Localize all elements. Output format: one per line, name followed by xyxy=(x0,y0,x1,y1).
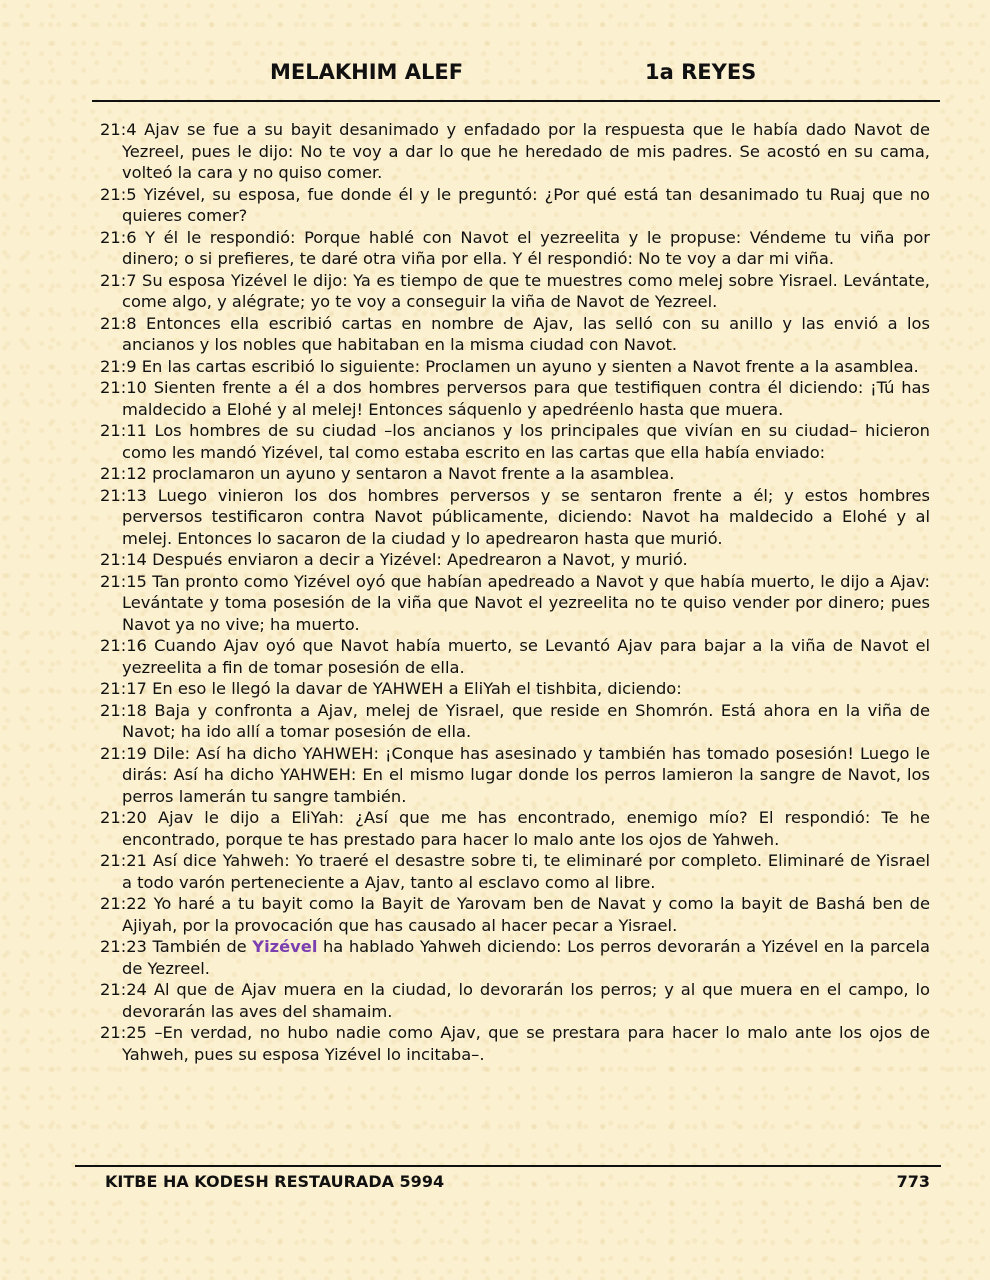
verse xyxy=(100,227,930,270)
verse xyxy=(100,807,930,850)
verse xyxy=(100,485,930,550)
verse xyxy=(100,119,930,184)
verse-text: Baja y confronta a Ajav, melej de Yisrael, que reside en Shomrón. Está ahora en la viña de Navot; ha ido allí a tomar posesión de ella. xyxy=(122,700,930,741)
verse-ref: 21:13 xyxy=(100,485,147,505)
verse-ref: 21:18 xyxy=(100,700,147,720)
verse-text: Luego vinieron los dos hombres perversos y se sentaron frente a él; y estos hombres perversos testificaron contra Navot públicamente, diciendo: Navot ha maldecido a Elohé y al melej. Entonces lo sacaron de la ciudad y lo apedrearon hasta que murió. xyxy=(122,485,930,548)
verse-text: Dile: Así ha dicho YAHWEH: ¡Conque has asesinado y también has tomado posesión! Luego le dirás: Así ha dicho YAHWEH: En el mismo lugar donde los perros lamieron la sangre de Navot, los perros lamerán tu sangre también. xyxy=(122,743,931,806)
verse xyxy=(100,850,930,893)
verse-ref: 21:4 xyxy=(100,120,137,139)
verse-ref: 21:10 xyxy=(100,378,147,397)
verse xyxy=(100,700,930,743)
verse-text: Ajav le dijo a EliYah: ¿Así que me has encontrado, enemigo mío? El respondió: Te he encontrado, porque te has prestado para hacer lo malo ante los ojos de Yahweh. xyxy=(122,808,930,849)
verse-ref: 21:25 xyxy=(100,1023,147,1042)
verse-text: En las cartas escribió lo siguiente: Proclamen un ayuno y sienten a Navot frente a la asamblea. xyxy=(141,356,919,376)
verse-text: Después enviaron a decir a Yizével: Apedrearon a Navot, y murió. xyxy=(152,550,688,569)
header-divider xyxy=(92,100,940,102)
verse xyxy=(100,936,930,979)
highlighted-name: Yizével xyxy=(252,937,318,956)
verse-ref: 21:14 xyxy=(100,550,147,569)
verse xyxy=(100,893,930,936)
verse-text: Entonces ella escribió cartas en nombre de Ajav, las selló con su anillo y las envió a los ancianos y los nobles que habitaban en la misma ciudad con Navot. xyxy=(122,313,930,354)
verse xyxy=(100,270,930,313)
verse-ref: 21:24 xyxy=(100,980,147,999)
verse-list xyxy=(100,119,930,1065)
verse-text: Su esposa Yizével le dijo: Ya es tiempo de que te muestres como melej sobre Yisrael. Levántate, come algo, y alégrate; yo te voy a conseguir la viña de Navot de Yezreel. xyxy=(122,270,930,311)
verse-ref: 21:17 xyxy=(100,679,147,698)
verse-text: Al que de Ajav muera en la ciudad, lo devorarán los perros; y al que muera en el campo, lo devorarán las aves del shamaim. xyxy=(122,980,930,1021)
verse-text: Yo haré a tu bayit como la Bayit de Yarovam ben de Navat y como la bayit de Bashá ben de Ajiyah, por la provocación que has causado al hacer pecar a Yisrael. xyxy=(122,894,930,935)
verse-ref: 21:9 xyxy=(100,356,137,376)
verse xyxy=(100,1022,930,1065)
book-title-spanish: 1a REYES xyxy=(645,60,757,84)
verse-text: Tan pronto como Yizével oyó que habían apedreado a Navot y que había muerto, le dijo a Ajav: Levántate y toma posesión de la viña que Navot el yezreelita no te quiso vender por dinero; pues Navot ya no vive; ha muerto. xyxy=(122,571,930,634)
verse-ref: 21:21 xyxy=(100,851,147,870)
verse xyxy=(100,420,930,463)
verse-text: Ajav se fue a su bayit desanimado y enfadado por la respuesta que le había dado Navot de Yezreel, pues le dijo: No te voy a dar lo que he heredado de mis padres. Se acostó en su cama, volteó la cara y no quiso comer. xyxy=(122,120,930,182)
verse xyxy=(100,635,930,678)
verse-text: En eso le llegó la davar de YAHWEH a EliYah el tishbita, diciendo: xyxy=(152,679,682,698)
verse-ref: 21:19 xyxy=(100,743,147,763)
verse-text: Cuando Ajav oyó que Navot había muerto, se Levantó Ajav para bajar a la viña de Navot el yezreelita a fin de tomar posesión de ella. xyxy=(122,636,930,677)
verse-text: proclamaron un ayuno y sentaron a Navot frente a la asamblea. xyxy=(152,464,675,483)
verse-ref: 21:11 xyxy=(100,421,147,440)
verse-ref: 21:7 xyxy=(100,270,137,290)
footer-title: KITBE HA KODESH RESTAURADA 5994 xyxy=(105,1172,445,1191)
footer-divider xyxy=(75,1165,941,1167)
verse-text: Sienten frente a él a dos hombres perversos para que testifiquen contra él diciendo: ¡Tú has maldecido a Elohé y al melej! Entonces sáquenlo y apedréenlo hasta que muera. xyxy=(122,378,930,419)
verse xyxy=(100,313,930,356)
verse-ref: 21:6 xyxy=(100,227,137,247)
verse-text: Y él le respondió: Porque hablé con Navot el yezreelita y le propuse: Véndeme tu viña por dinero; o si prefieres, te daré otra viña por ella. Y él respondió: No te voy a dar mi viña. xyxy=(122,227,930,268)
verse-text: ha hablado Yahweh diciendo: Los perros devorarán a Yizével en la parcela de Yezreel. xyxy=(122,937,931,978)
verse xyxy=(100,743,930,808)
verse-ref: 21:20 xyxy=(100,808,147,827)
verse xyxy=(100,979,930,1022)
verse-text: Así dice Yahweh: Yo traeré el desastre sobre ti, te eliminaré por completo. Eliminaré de Yisrael a todo varón perteneciente a Ajav, tanto al esclavo como al libre. xyxy=(122,851,930,892)
verse-text: Yizével, su esposa, fue donde él y le preguntó: ¿Por qué está tan desanimado tu Ruaj que no quieres comer? xyxy=(122,184,930,225)
verse-ref: 21:22 xyxy=(100,894,147,913)
verse-ref: 21:15 xyxy=(100,571,147,591)
verse xyxy=(100,184,930,227)
page-number: 773 xyxy=(896,1172,930,1191)
verse xyxy=(100,678,930,700)
verse-ref: 21:12 xyxy=(100,464,147,483)
verse-ref: 21:5 xyxy=(100,184,137,204)
verse xyxy=(100,356,930,378)
verse-ref: 21:8 xyxy=(100,313,137,333)
verse xyxy=(100,377,930,420)
verse-text: –En verdad, no hubo nadie como Ajav, que se prestara para hacer lo malo ante los ojos de Yahweh, pues su esposa Yizével lo incitaba–. xyxy=(122,1023,930,1064)
verse-ref: 21:16 xyxy=(100,636,147,655)
page-header xyxy=(90,58,940,100)
verse-ref: 21:23 xyxy=(100,937,147,956)
verse xyxy=(100,571,930,636)
verse-text: También de xyxy=(152,937,253,956)
verse xyxy=(100,549,930,571)
verse-text: Los hombres de su ciudad –los ancianos y los principales que vivían en su ciudad– hicieron como les mandó Yizével, tal como estaba escrito en las cartas que ella había enviado: xyxy=(122,421,930,462)
book-title: MELAKHIM ALEF xyxy=(270,60,464,84)
verse xyxy=(100,463,930,485)
